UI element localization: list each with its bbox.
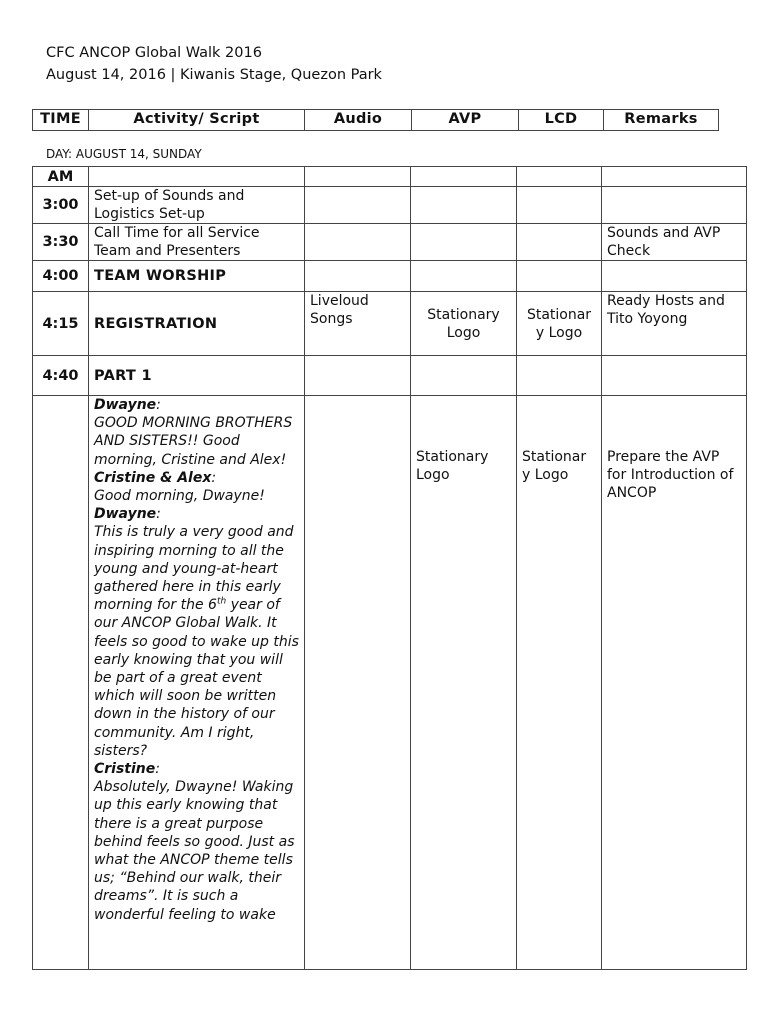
activity-cell: TEAM WORSHIP bbox=[89, 261, 305, 292]
speaker-label: Dwayne bbox=[94, 397, 157, 413]
document-title: CFC ANCOP Global Walk 2016 bbox=[46, 45, 262, 61]
activity-cell: Call Time for all Service Team and Presenters bbox=[89, 224, 305, 261]
script-line: This is truly a very good and inspiring morning to all the young and young-at-heart gathered here in this early morning for the 6th year of our ANCOP Global Walk. It feels so good to wake up this early knowing that you will be part of a great event which will soon be written down in the history of our community. Am I right, sisters? bbox=[94, 524, 299, 759]
activity-cell: Set-up of Sounds and Logistics Set-up bbox=[89, 187, 305, 224]
col-lcd: LCD bbox=[519, 110, 604, 131]
time-cell: AM bbox=[33, 167, 89, 187]
col-time: TIME bbox=[33, 110, 89, 131]
table-row bbox=[33, 396, 747, 970]
speaker-label: Dwayne bbox=[94, 506, 157, 523]
activity-cell: PART 1 bbox=[89, 356, 305, 396]
time-cell: 4:00 bbox=[33, 261, 89, 292]
column-header-table bbox=[32, 109, 719, 131]
col-remarks: Remarks bbox=[604, 110, 719, 131]
remarks-cell: Ready Hosts and Tito Yoyong bbox=[602, 292, 747, 356]
table-row bbox=[33, 261, 747, 292]
remarks-cell: Sounds and AVP Check bbox=[602, 224, 747, 261]
script-line: Absolutely, Dwayne! Waking up this early knowing that there is a great purpose behind feels so good. Just as what the ANCOP theme tells us; “Behind our walk, their dreams”. It is such a wonderful feeling to wake bbox=[94, 779, 295, 923]
avp-cell: Stationary Logo bbox=[411, 396, 517, 970]
schedule-table bbox=[32, 166, 747, 970]
speaker-label: Cristine & Alex bbox=[94, 469, 212, 486]
time-cell: 4:40 bbox=[33, 356, 89, 396]
time-cell: 3:00 bbox=[33, 187, 89, 224]
col-audio: Audio bbox=[305, 110, 412, 131]
col-activity: Activity/ Script bbox=[89, 110, 305, 131]
table-row bbox=[33, 167, 747, 187]
day-label: DAY: AUGUST 14, SUNDAY bbox=[46, 147, 202, 161]
time-cell: 3:30 bbox=[33, 224, 89, 261]
document-subtitle: August 14, 2016 | Kiwanis Stage, Quezon Park bbox=[46, 67, 382, 83]
script-cell: Dwayne: GOOD MORNING BROTHERS AND SISTERS!! Good morning, Cristine and Alex! Cristine & Alex: Good morning, Dwayne! Dwayne: This is truly a very good and inspiring morning to all the young and young-at-heart gathered here in this early morning for the 6th year of our ANCOP Global Walk. It feels so good to wake up this early knowing that you will be part of a great event which will soon be written down in the history of our community. Am I right, sisters? Cristine: Absolutely, Dwayne! Waking up this early knowing that there is a great purpose behind feels so good. Just as what the ANCOP theme tells us; “Behind our walk, their dreams”. It is such a wonderful feeling to wake bbox=[89, 396, 305, 970]
table-row bbox=[33, 187, 747, 224]
avp-cell: Stationary Logo bbox=[411, 292, 517, 356]
remarks-cell: Prepare the AVP for Introduction of ANCOP bbox=[602, 396, 747, 970]
activity-cell: REGISTRATION bbox=[89, 292, 305, 356]
col-avp: AVP bbox=[412, 110, 519, 131]
audio-cell: Liveloud Songs bbox=[305, 292, 411, 356]
table-row bbox=[33, 356, 747, 396]
speaker-label: Cristine bbox=[94, 761, 156, 778]
table-row bbox=[33, 292, 747, 356]
lcd-cell: Stationar y Logo bbox=[517, 396, 602, 970]
table-row bbox=[33, 224, 747, 261]
time-cell: 4:15 bbox=[33, 292, 89, 356]
script-line: GOOD MORNING BROTHERS AND SISTERS!! Good morning, Cristine and Alex! bbox=[94, 415, 293, 468]
lcd-cell: Stationar y Logo bbox=[517, 292, 602, 356]
script-line: Good morning, Dwayne! bbox=[94, 488, 265, 505]
